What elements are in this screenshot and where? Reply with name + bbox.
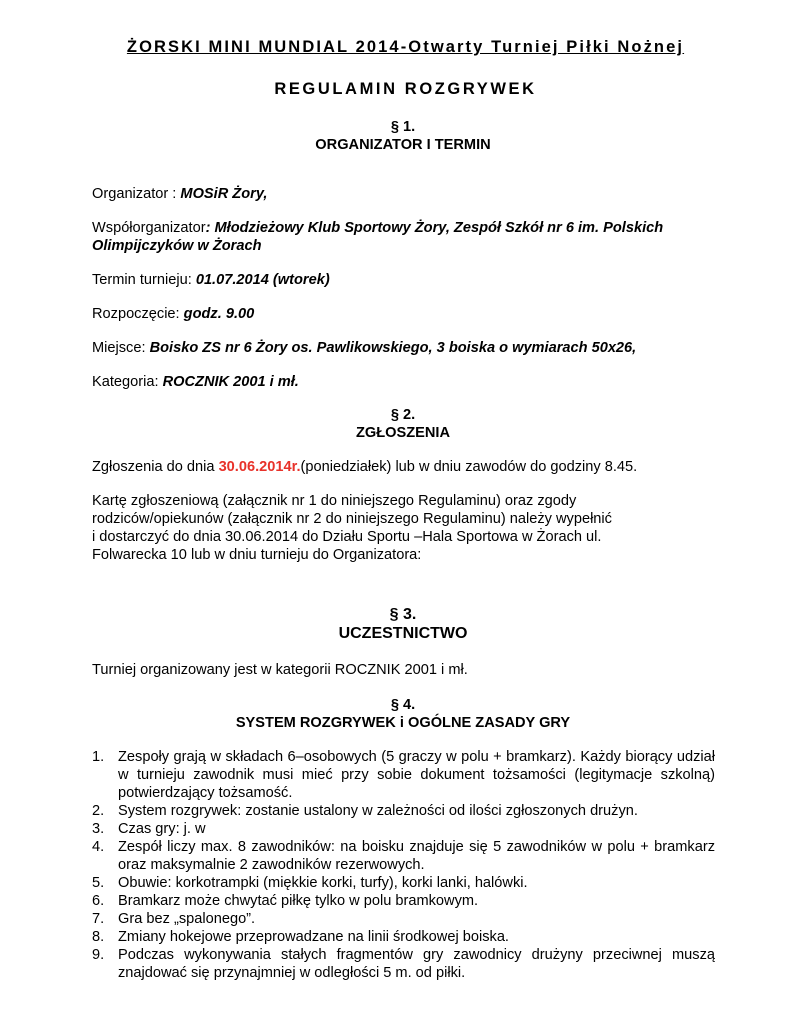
organizer-label: Organizator : (92, 186, 181, 202)
coorganizer-label: Współorganizator (92, 220, 206, 236)
card-line-4: Folwarecka 10 lub w dniu turnieju do Organizatora: (92, 547, 422, 563)
rule-number: 8. (92, 929, 105, 945)
section-3-heading: UCZESTNICTWO (338, 625, 468, 642)
rule-item (92, 838, 715, 874)
section-2-heading: ZGŁOSZENIA (355, 425, 451, 441)
rule-item (92, 892, 715, 910)
date-label: Termin turnieju: (92, 272, 196, 288)
category-value: ROCZNIK 2001 i mł. (162, 374, 299, 390)
rule-number: 2. (92, 803, 105, 819)
rule-text: Zmiany hokejowe przeprowadzane na linii środkowej boiska. (118, 929, 509, 945)
rule-text: Czas gry: j. w (118, 821, 206, 837)
rule-item (92, 802, 715, 820)
rule-item (92, 820, 715, 838)
place-value: Boisko ZS nr 6 Żory os. Pawlikowskiego, 3 boiska o wymiarach 50x26, (149, 340, 637, 356)
rule-text: Podczas wykonywania stałych fragmentów gry zawodnicy drużyny przeciwnej muszą znajdować się przynajmniej w odległości 5 m. od piłki. (118, 947, 715, 981)
rule-item (92, 946, 715, 982)
section-1-heading: ORGANIZATOR I TERMIN (315, 137, 491, 153)
place-line (92, 339, 636, 357)
card-line-3: i dostarczyć do dnia 30.06.2014 do Działu Sportu –Hala Sportowa w Żorach ul. (92, 529, 602, 545)
start-label: Rozpoczęcie: (92, 306, 184, 322)
rule-text: Obuwie: korkotrampki (miękkie korki, turfy), korki lanki, halówki. (118, 875, 528, 891)
coorganizer-value-1: : Młodzieżowy Klub Sportowy Żory, Zespół Szkół nr 6 im. Polskich (205, 220, 664, 236)
section-4-number: § 4. (390, 697, 416, 713)
rule-number: 7. (92, 911, 105, 927)
rule-item (92, 928, 715, 946)
deadline-suffix: (poniedziałek) lub w dniu zawodów do godziny 8.45. (300, 459, 638, 475)
rule-number: 9. (92, 947, 105, 963)
organizer-line (92, 185, 267, 203)
date-line (92, 271, 330, 289)
participation-text: Turniej organizowany jest w kategorii ROCZNIK 2001 i mł. (92, 662, 468, 678)
rule-text: Zespół liczy max. 8 zawodników: na boisku znajduje się 5 zawodników w polu + bramkarz oraz maksymalnie 2 zawodników rezerwowych. (118, 839, 715, 873)
rule-text: Zespoły grają w składach 6–osobowych (5 graczy w polu + bramkarz). Każdy biorący udział w turnieju zawodnik musi mieć przy sobie dokument tożsamości (legitymacje szkolną) potwierdzający tożsamość. (118, 749, 715, 801)
date-value: 01.07.2014 (wtorek) (195, 272, 330, 288)
section-3-number: § 3. (389, 606, 417, 623)
rule-item (92, 874, 715, 892)
rule-number: 4. (92, 839, 105, 855)
document-title: ŻORSKI MINI MUNDIAL 2014-Otwarty Turniej Piłki Nożnej (126, 38, 685, 56)
document-subtitle: REGULAMIN ROZGRYWEK (274, 80, 537, 98)
deadline-date: 30.06.2014r. (218, 459, 301, 475)
rule-number: 3. (92, 821, 105, 837)
rule-text: System rozgrywek: zostanie ustalony w zależności od ilości zgłoszonych drużyn. (118, 803, 638, 819)
rule-number: 1. (92, 749, 105, 765)
category-line (92, 373, 299, 391)
deadline-prefix: Zgłoszenia do dnia (92, 459, 219, 475)
rule-item (92, 910, 715, 928)
section-1-number: § 1. (390, 119, 416, 135)
rule-number: 5. (92, 875, 105, 891)
card-line-1: Kartę zgłoszeniową (załącznik nr 1 do niniejszego Regulaminu) oraz zgody (92, 493, 577, 509)
section-4-heading: SYSTEM ROZGRYWEK i OGÓLNE ZASADY GRY (235, 715, 571, 731)
rule-text: Gra bez „spalonego”. (118, 911, 256, 927)
rule-item (92, 748, 715, 802)
start-line (92, 305, 254, 323)
rule-number: 6. (92, 893, 105, 909)
place-label: Miejsce: (92, 340, 150, 356)
section-2-number: § 2. (390, 407, 416, 423)
card-line-2: rodziców/opiekunów (załącznik nr 2 do niniejszego Regulaminu) należy wypełnić (92, 511, 612, 527)
rules-list (92, 748, 715, 982)
organizer-value: MOSiR Żory, (180, 186, 268, 202)
start-value: godz. 9.00 (183, 306, 255, 322)
rule-text: Bramkarz może chwytać piłkę tylko w polu bramkowym. (118, 893, 479, 909)
coorganizer-value-2: Olimpijczyków w Żorach (92, 238, 262, 254)
deadline-line (92, 458, 637, 476)
category-label: Kategoria: (92, 374, 163, 390)
coorganizer-line-1 (92, 219, 663, 237)
